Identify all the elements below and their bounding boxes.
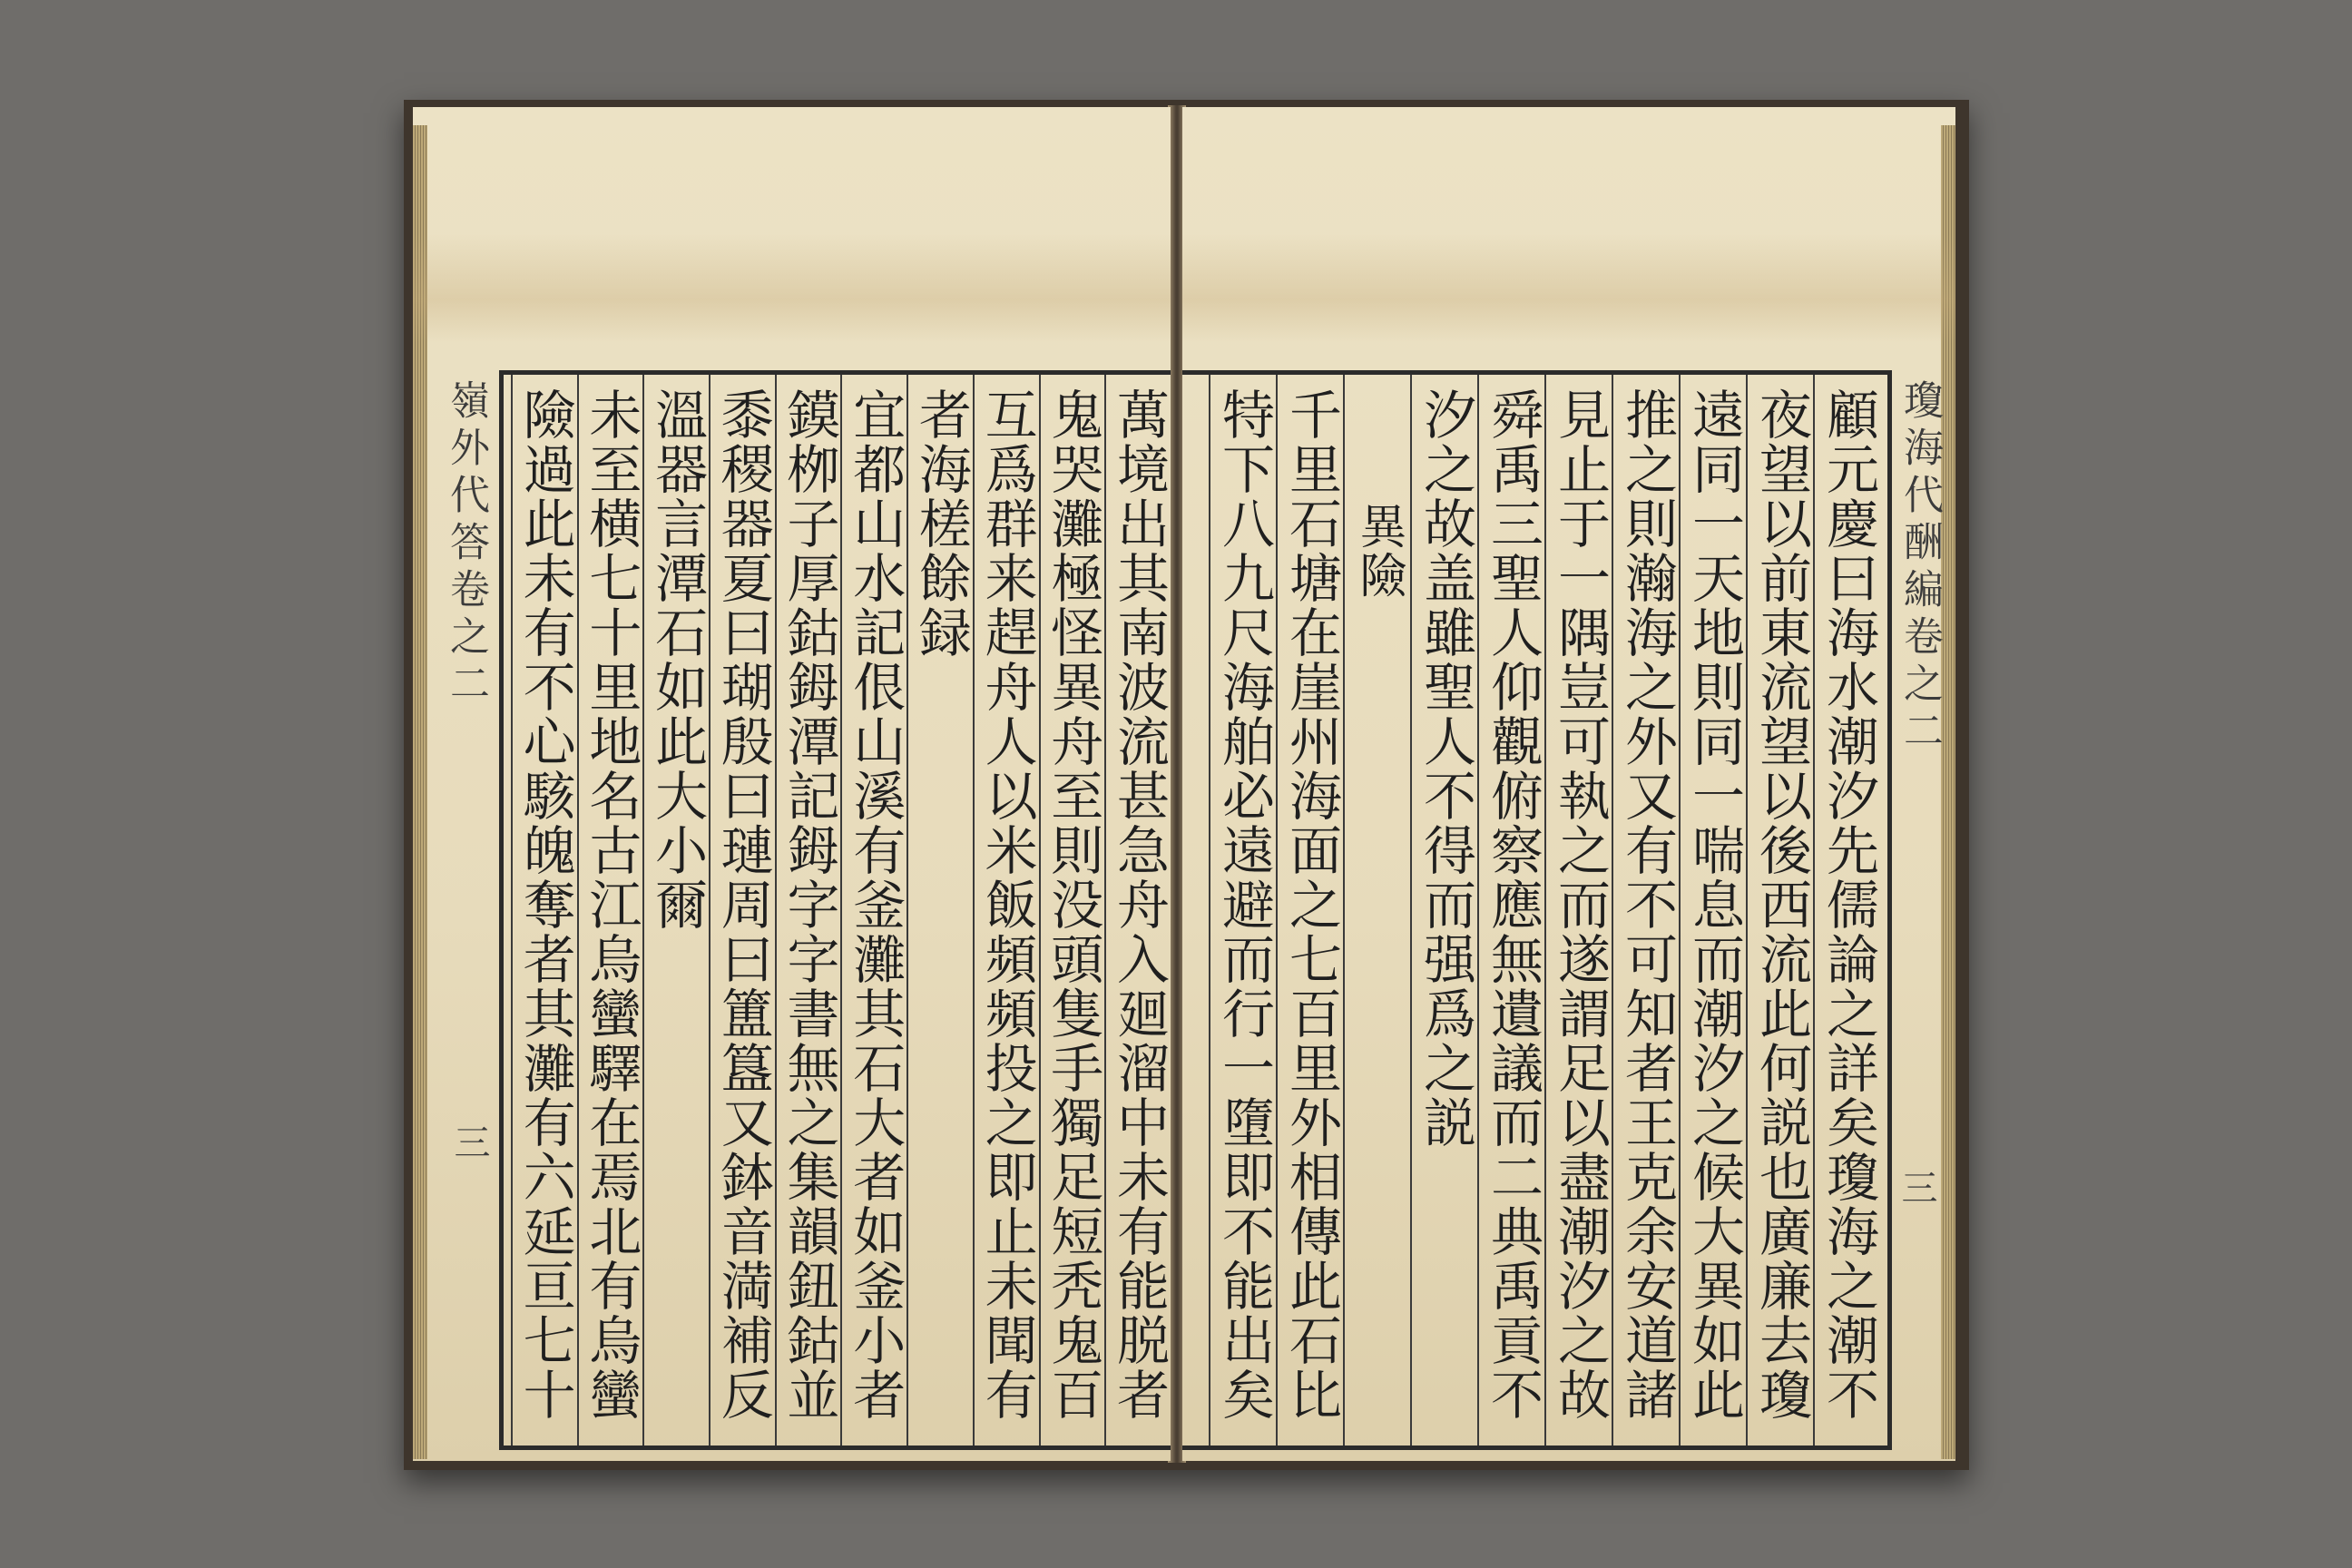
text-column: 險過此未有不心駭魄奪者其灘有六延亘七十: [511, 375, 577, 1446]
water-stain: [1182, 234, 1955, 343]
right-text-frame: [1182, 370, 1892, 1450]
text-column: 遠同一天地則同一喘息而潮汐之候大異如此: [1679, 375, 1746, 1446]
left-columns: [511, 375, 1171, 1446]
left-text-frame: [499, 370, 1171, 1450]
text-column: 未至横七十里地名古江烏蠻驛在焉北有烏蠻: [577, 375, 643, 1446]
text-column: 顧元慶曰海水潮汐先儒論之詳矣瓊海之潮不: [1813, 375, 1880, 1446]
text-column: 千里石塘在崖州海面之七百里外相傳此石比: [1276, 375, 1343, 1446]
text-column: 互爲群来趕舟人以米飯頻頻投之即止未聞有: [973, 375, 1039, 1446]
text-column: 夜望以前東流望以後西流此何説也廣廉去瓊: [1746, 375, 1813, 1446]
text-column: 見止于一隅豈可執之而遂謂足以盡潮汐之故: [1544, 375, 1612, 1446]
section-heading: 異險: [1343, 375, 1410, 1446]
text-column: 推之則瀚海之外又有不可知者王克余安道諸: [1612, 375, 1679, 1446]
text-column: 者海槎餘録: [906, 375, 973, 1446]
left-page: [413, 107, 1171, 1461]
text-column: 鬼哭灘極怪異舟至則没頭隻手獨足短秃鬼百: [1039, 375, 1105, 1446]
right-columns: [1182, 375, 1880, 1446]
open-book: [404, 100, 1969, 1470]
right-page: [1182, 107, 1955, 1461]
text-column: 溫器言潭石如此大小爾: [642, 375, 709, 1446]
text-column: 黍稷器夏曰瑚殷曰璉周曰簠簋又鉢音満補反: [709, 375, 775, 1446]
right-margin-title: 瓊海代酬編卷之二: [1896, 379, 1943, 757]
left-margin-title: 嶺外代答卷之二: [443, 379, 489, 710]
text-column: 特下八九尺海舶必遠避而行一墮即不能出矣: [1209, 375, 1276, 1446]
text-column: 汐之故盖雖聖人不得而强爲之説: [1410, 375, 1477, 1446]
water-stain: [413, 234, 1171, 343]
text-column: 宜都山水記佷山溪有釜灘其石大者如釜小者: [840, 375, 906, 1446]
text-column: 萬境出其南波流甚急舟入廻溜中未有能脱者: [1104, 375, 1171, 1446]
text-column: 鏌栁子厚鈷鉧潭記鉧字字書無之集韻鈕鈷並: [775, 375, 841, 1446]
right-page-number: 三: [1896, 1169, 1937, 1205]
text-column: 舜禹三聖人仰觀俯察應無遺議而二典禹貢不: [1477, 375, 1544, 1446]
left-page-number: 三: [448, 1123, 490, 1160]
